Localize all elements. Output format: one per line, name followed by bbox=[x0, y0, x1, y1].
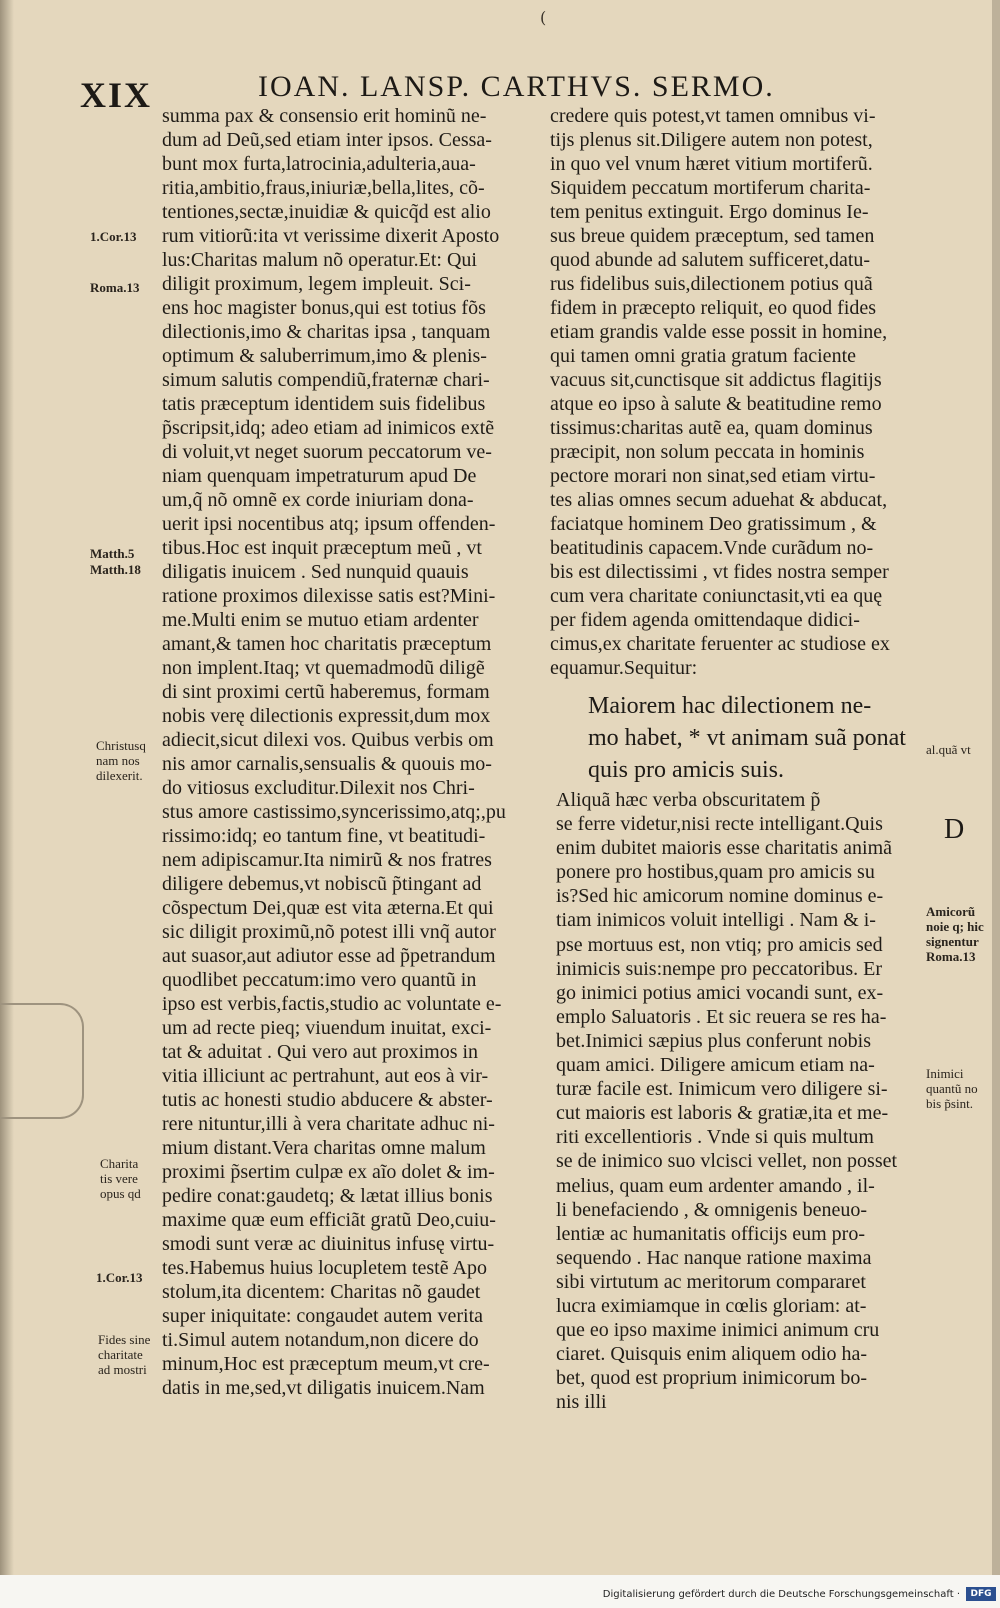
text-line: præcipit, non solum peccata in hominis bbox=[550, 441, 865, 463]
margin-note-roma-13: Roma.13 bbox=[90, 280, 140, 295]
text-line: di voluit,vt neget suorum peccatorum ve- bbox=[162, 441, 492, 463]
margin-note-line: signentur bbox=[926, 934, 979, 949]
text-line: optimum & saluberrimum,imo & plenis- bbox=[162, 345, 487, 367]
margin-note-line: quantũ no bbox=[926, 1081, 978, 1096]
text-line: is?Sed hic amicorum nomine dominus e- bbox=[556, 885, 884, 908]
text-line: nobis verę dilectionis expressit,dum mox bbox=[162, 705, 491, 727]
page-fold-mark bbox=[0, 1003, 84, 1119]
text-line: tatis præceptum identidem suis fidelibus bbox=[162, 393, 486, 415]
text-line: do vitiosus excluditur.Dilexit nos Chri- bbox=[162, 777, 475, 799]
text-line: datis in me,sed,vt diligatis inuicem.Nam bbox=[162, 1377, 485, 1399]
text-line: cimus,ex charitate feruenter ac studiose ex bbox=[550, 633, 890, 655]
margin-note-line: dilexerit. bbox=[96, 768, 143, 783]
text-line: rissimo:idq; eo tantum fine, vt beatitudi- bbox=[162, 825, 486, 847]
text-line: di sint proximi certũ haberemus, formam bbox=[162, 681, 490, 703]
text-line: rere nituntur,illi à vera charitate adhuc ni- bbox=[162, 1113, 495, 1135]
text-line: tijs plenus sit.Diligere autem non potest, bbox=[550, 129, 873, 151]
text-line: qui tamen omni gratia gratum faciente bbox=[550, 345, 856, 367]
text-line: vacuus sit,cunctisque sit addictus flagitijs bbox=[550, 369, 882, 391]
text-line: lus:Charitas malum nõ operatur.Et: Qui bbox=[162, 249, 477, 271]
text-line: dum ad Deũ,sed etiam inter ipsos. Cessa- bbox=[162, 129, 492, 151]
text-line: ciaret. Quisquis enim aliquem odio ha- bbox=[556, 1343, 868, 1366]
text-line: mium distant.Vera charitas omne malum bbox=[162, 1137, 486, 1159]
text-line: emplo Saluatoris . Et sic reuera se res ha- bbox=[556, 1005, 887, 1028]
margin-note-line: opus qd bbox=[100, 1186, 141, 1201]
text-line: tiam inimicos voluit intelligi . Nam & i- bbox=[556, 909, 876, 932]
text-line: pedire conat:gaudetq; & lætat illius bonis bbox=[162, 1185, 493, 1207]
text-line: mo habet, * vt animam suã ponat bbox=[588, 725, 906, 751]
text-line: bunt mox furta,latrocinia,adulteria,aua- bbox=[162, 153, 476, 175]
text-line: maxime quæ eum efficiãt gratũ Deo,cuiu- bbox=[162, 1209, 496, 1231]
text-line: faciatque hominem Deo gratissimum , & bbox=[550, 513, 877, 535]
dfg-logo: DFG bbox=[966, 1587, 996, 1601]
text-line: se ferre videtur,nisi recte intelligant.Quis bbox=[556, 813, 883, 836]
text-line: me.Multi enim se mutuo etiam ardenter bbox=[162, 609, 479, 631]
text-line: sequendo . Hac nanque ratione maxima bbox=[556, 1246, 872, 1269]
margin-note-line: Roma.13 bbox=[926, 949, 976, 964]
margin-note-line: tis vere bbox=[100, 1171, 138, 1186]
text-line: aut suasor,aut adiutor esse ad p̃petrandum bbox=[162, 945, 496, 967]
text-line: quodlibet peccatum:imo vero quantũ in bbox=[162, 969, 477, 991]
right-text-column-top bbox=[550, 104, 920, 680]
text-line: Siquidem peccatum mortiferum charita- bbox=[550, 177, 871, 199]
margin-note-line: Amicorũ bbox=[926, 904, 976, 919]
text-line: se de inimico suo vlcisci vellet, non posset bbox=[556, 1150, 898, 1173]
text-line: rum vitiorũ:ita vt verissime dixerit Aposto bbox=[162, 225, 500, 247]
text-line: minum,Hoc est præceptum meum,vt cre- bbox=[162, 1353, 490, 1375]
text-line: super iniquitate: congaudet autem verita bbox=[162, 1305, 483, 1327]
margin-note-christus bbox=[96, 738, 146, 783]
footer-credit: Digitalisierung gefördert durch die Deutsche Forschungsgemeinschaft · bbox=[602, 1589, 960, 1600]
text-line: summa pax & consensio erit hominũ ne- bbox=[162, 105, 487, 127]
margin-note-line: ad mostri bbox=[98, 1362, 147, 1377]
text-line: ti.Simul autem notandum,non dicere do bbox=[162, 1329, 479, 1351]
binding-shadow bbox=[0, 0, 14, 1575]
margin-note-fides bbox=[98, 1332, 150, 1377]
text-line: tissimus:charitas autẽ ea, quam dominus bbox=[550, 417, 873, 439]
digitization-footer bbox=[0, 1575, 1000, 1608]
text-line: nis amor carnalis,sensualis & quouis mo- bbox=[162, 753, 492, 775]
margin-note-line: charitate bbox=[98, 1347, 143, 1362]
text-line: atque eo ipso à salute & beatitudine remo bbox=[550, 393, 882, 415]
text-line: lentiæ ac humanitatis officijs eum pro- bbox=[556, 1222, 866, 1245]
right-text-column-bottom bbox=[556, 788, 918, 1414]
text-line: li benefaciendo , & omnigenis beneuo- bbox=[556, 1198, 868, 1221]
text-line: cum vera charitate coniunctasit,vti ea quę bbox=[550, 585, 883, 607]
margin-note-line: Fides sine bbox=[98, 1332, 151, 1347]
text-line: ipso est verbis,factis,studio ac voluntate e- bbox=[162, 993, 502, 1015]
text-line: sus breue quidem præceptum, sed tamen bbox=[550, 225, 875, 247]
text-line: um ad recte pieq; viuendum inuitat, exci- bbox=[162, 1017, 492, 1039]
top-mark: ( bbox=[540, 8, 547, 27]
text-line: bis est dilectissimi , vt fides nostra semper bbox=[550, 561, 889, 583]
margin-note-matth-5: Matth.5 bbox=[90, 546, 135, 561]
text-line: in quo vel vnum hæret vitium mortiferũ. bbox=[550, 153, 873, 175]
text-line: melius, quam eum ardenter amando , il- bbox=[556, 1174, 875, 1197]
text-line: ritia,ambitio,fraus,iniuriæ,bella,lites, cõ- bbox=[162, 177, 485, 199]
text-line: riti excellentioris . Vnde si quis multum bbox=[556, 1126, 874, 1149]
text-line: diligere debemus,vt nobiscũ p̃tingant ad bbox=[162, 873, 482, 895]
text-line: tibus.Hoc est inquit præceptum meũ , vt bbox=[162, 537, 482, 559]
text-line: tutis ac honesti studio abducere & abster- bbox=[162, 1089, 493, 1111]
text-line: adiecit,sicut dilexi vos. Quibus verbis om bbox=[162, 729, 494, 751]
text-line: sibi virtutum ac meritorum compararet bbox=[556, 1270, 866, 1293]
text-line: rus fidelibus suis,dilectionem potius quã bbox=[550, 273, 873, 295]
text-line: nis illi bbox=[556, 1391, 607, 1414]
text-line: que eo ipso maxime inimici animum cru bbox=[556, 1319, 880, 1342]
text-line: proximi p̃sertim culpæ ex aĩo dolet & im- bbox=[162, 1161, 495, 1183]
text-line: cõspectum Dei,quæ est vita æterna.Et qui bbox=[162, 897, 494, 919]
text-line: per fidem agenda omittendaque didici- bbox=[550, 609, 860, 631]
text-line: lucra eximiamque in cœlis gloriam: at- bbox=[556, 1294, 867, 1317]
text-line: turæ facile est. Inimicum vero diligere si- bbox=[556, 1078, 888, 1101]
text-line: tes alias omnes secum aduehat & abducat, bbox=[550, 489, 888, 511]
text-line: nem adipiscamur.Ita nimirũ & nos fratres bbox=[162, 849, 492, 871]
text-line: tem penitus extinguit. Ergo dominus Ie- bbox=[550, 201, 869, 223]
text-line: beatitudinis capacem.Vnde curãdum no- bbox=[550, 537, 874, 559]
text-line: ens hoc magister bonus,qui est totius fõs bbox=[162, 297, 486, 319]
text-line: ponere pro hostibus,quam pro amicis su bbox=[556, 861, 875, 884]
text-line: equamur.Sequitur: bbox=[550, 657, 698, 679]
left-text-column bbox=[162, 104, 536, 1400]
margin-note-charitas bbox=[100, 1156, 141, 1201]
text-line: diligatis inuicem . Sed nunquid quauis bbox=[162, 561, 469, 583]
text-line: pse mortuus est, non vtiq; pro amicis sed bbox=[556, 933, 883, 956]
margin-note-amicorum bbox=[926, 904, 984, 964]
text-line: cut maioris est laboris & gratiæ,ita et me- bbox=[556, 1102, 889, 1125]
folio-number: XIX bbox=[80, 75, 153, 115]
text-line: bet, quod est proprium inimicorum bo- bbox=[556, 1367, 868, 1390]
text-line: tat & aduitat . Qui vero aut proximos in bbox=[162, 1041, 479, 1063]
text-line: pectore morari non sinat,sed etiam virtu- bbox=[550, 465, 876, 487]
margin-note-alqua: al.quã vt bbox=[926, 742, 971, 757]
text-line: etiam grandis valde esse possit in homine, bbox=[550, 321, 888, 343]
text-line: niam quenquam impetraturum apud De bbox=[162, 465, 477, 487]
text-line: vitia illiciunt ac pertrahunt, aut eos à vir- bbox=[162, 1065, 489, 1087]
text-line: quam amici. Diligere amicum etiam na- bbox=[556, 1054, 875, 1077]
margin-note-line: noie q; hic bbox=[926, 919, 984, 934]
text-line: tes.Habemus huius locupletem testẽ Apo bbox=[162, 1257, 487, 1279]
margin-note-line: Charita bbox=[100, 1156, 139, 1171]
text-line: p̃scripsit,idq; adeo etiam ad inimicos extẽ bbox=[162, 417, 495, 439]
text-line: diligit proximum, legem impleuit. Sci- bbox=[162, 273, 471, 295]
margin-note-line: Christusq bbox=[96, 738, 146, 753]
text-line: ratione proximos dilexisse satis est?Mini- bbox=[162, 585, 496, 607]
margin-note-1-cor-13: 1.Cor.13 bbox=[90, 229, 137, 244]
text-line: tentiones,sectæ,inuidiæ & quicq̃d est alio bbox=[162, 201, 491, 223]
text-line: sic diligit proximũ,nõ potest illi vnq̃ autor bbox=[162, 921, 496, 943]
text-line: Maiorem hac dilectionem ne- bbox=[588, 693, 872, 719]
margin-note-line: Inimici bbox=[926, 1066, 964, 1081]
scripture-lemma bbox=[588, 690, 908, 786]
text-line: go inimici potius amici vocandi sunt, ex- bbox=[556, 981, 884, 1004]
text-line: um,q̃ nõ omnẽ ex corde iniuriam dona- bbox=[162, 489, 474, 511]
margin-note-line: bis p̃sint. bbox=[926, 1096, 973, 1111]
text-line: bet.Inimici sæpius plus conferunt nobis bbox=[556, 1029, 871, 1052]
text-line: simum salutis compendiũ,fraternæ chari- bbox=[162, 369, 490, 391]
text-line: stolum,ita dicentem: Charitas nõ gaudet bbox=[162, 1281, 481, 1303]
text-line: stus amore castissimo,syncerissimo,atq;,pu bbox=[162, 801, 506, 823]
text-line: inimicis suis:nempe pro peccatoribus. Er bbox=[556, 957, 883, 980]
text-line: fidem in præcepto reliquit, eo quod fides bbox=[550, 297, 877, 319]
section-letter: D bbox=[944, 814, 965, 845]
text-line: uerit ipsi nocentibus atq; ipsum offenden- bbox=[162, 513, 496, 535]
margin-note-1-cor-13-b: 1.Cor.13 bbox=[96, 1270, 143, 1285]
running-head: IOAN. LANSP. CARTHVS. SERMO. bbox=[258, 70, 775, 103]
text-line: non implent.Itaq; vt quemadmodũ diligẽ bbox=[162, 657, 485, 679]
text-line: credere quis potest,vt tamen omnibus vi- bbox=[550, 105, 876, 127]
text-line: smodi sunt veræ ac diuinitus infusę virtu- bbox=[162, 1233, 495, 1255]
text-line: quis pro amicis suis. bbox=[588, 757, 784, 783]
text-line: amant,& tamen hoc charitatis præceptum bbox=[162, 633, 492, 655]
text-line: Aliquã hæc verba obscuritatem p̃ bbox=[556, 789, 821, 811]
page-edge bbox=[992, 0, 1000, 1575]
text-line: enim dubitet maioris esse charitatis animã bbox=[556, 837, 893, 860]
text-line: quod abunde ad salutem sufficeret,datu- bbox=[550, 249, 871, 271]
margin-note-line: nam nos bbox=[96, 753, 140, 768]
margin-note-matth-18: Matth.18 bbox=[90, 562, 141, 577]
text-line: dilectionis,imo & charitas ipsa , tanquam bbox=[162, 321, 491, 343]
margin-note-inimici bbox=[926, 1066, 978, 1111]
